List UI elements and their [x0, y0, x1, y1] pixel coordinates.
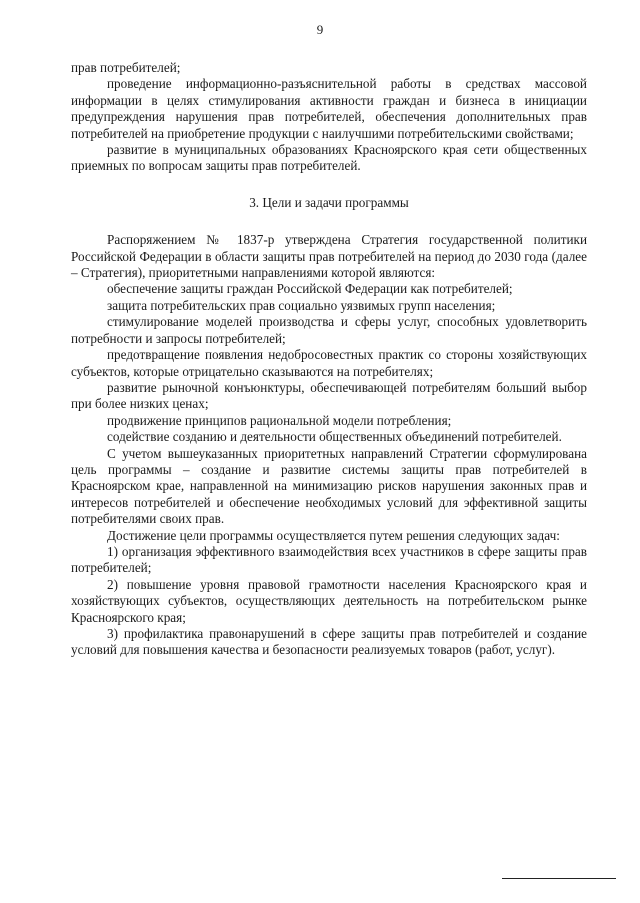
paragraph: Достижение цели программы осуществляется путем решения следующих задач:: [107, 527, 560, 543]
paragraph: развитие в муниципальных образованиях Красноярского края сети общественных приемных по вопросам защиты прав потребителей.: [71, 142, 587, 174]
list-item: продвижение принципов рациональной модели потребления;: [107, 412, 452, 428]
section-heading: 3. Цели и задачи программы: [249, 194, 409, 210]
task-item: 3) профилактика правонарушений в сфере защиты прав потребителей и создание условий для повышения качества и безопасности реализуемых товаров (работ, услуг).: [71, 626, 587, 658]
list-item: предотвращение появления недобросовестных практик со стороны хозяйствующих субъектов, которые отрицательно сказываются на потребителях;: [71, 347, 587, 379]
list-item: содействие созданию и деятельности общественных объединений потребителей.: [107, 429, 562, 445]
page-number: 9: [316, 22, 324, 37]
list-item: развитие рыночной конъюнктуры, обеспечивающей потребителям больший выбор при более низких ценах;: [71, 379, 587, 412]
list-item: защита потребительских прав социально уязвимых групп населения;: [107, 297, 496, 313]
task-item: 1) организация эффективного взаимодействия всех участников в сфере защиты прав потребителей;: [71, 543, 587, 576]
task-item: 2) повышение уровня правовой грамотности населения Красноярского края и хозяйствующих субъектов, осуществляющих деятельность на потребительском рынке Красноярского края;: [71, 576, 587, 625]
footer-divider: [502, 878, 616, 879]
paragraph: прав потребителей;: [71, 60, 181, 75]
paragraph: Распоряжением № 1837-р утверждена Стратегия государственной политики Российской Федерации в области защиты прав потребителей на период до 2030 года (далее – Стратегия), приоритетными направлениями которой являются:: [71, 232, 587, 281]
paragraph: проведение информационно-разъяснительной работы в средствах массовой информации в целях стимулирования активности граждан и бизнеса в инициации предупреждения нарушения прав потребителей, обеспечения дополнительных прав потребителей на приобретение продукции с наилучшими потребительскими свойствами;: [71, 76, 587, 141]
page-body: [71, 60, 587, 659]
list-item: стимулирование моделей производства и сферы услуг, способных удовлетворить потребности и запросы потребителей;: [71, 314, 587, 346]
list-item: обеспечение защиты граждан Российской Федерации как потребителей;: [107, 281, 513, 297]
paragraph: С учетом вышеуказанных приоритетных направлений Стратегии сформулирована цель программы – создание и развитие системы защиты прав потребителей в Красноярском крае, направленной на минимизацию рисков нарушения законных прав и интересов потребителей и обеспечение необходимых условий для эффективной защиты потребителями своих прав.: [71, 445, 587, 527]
